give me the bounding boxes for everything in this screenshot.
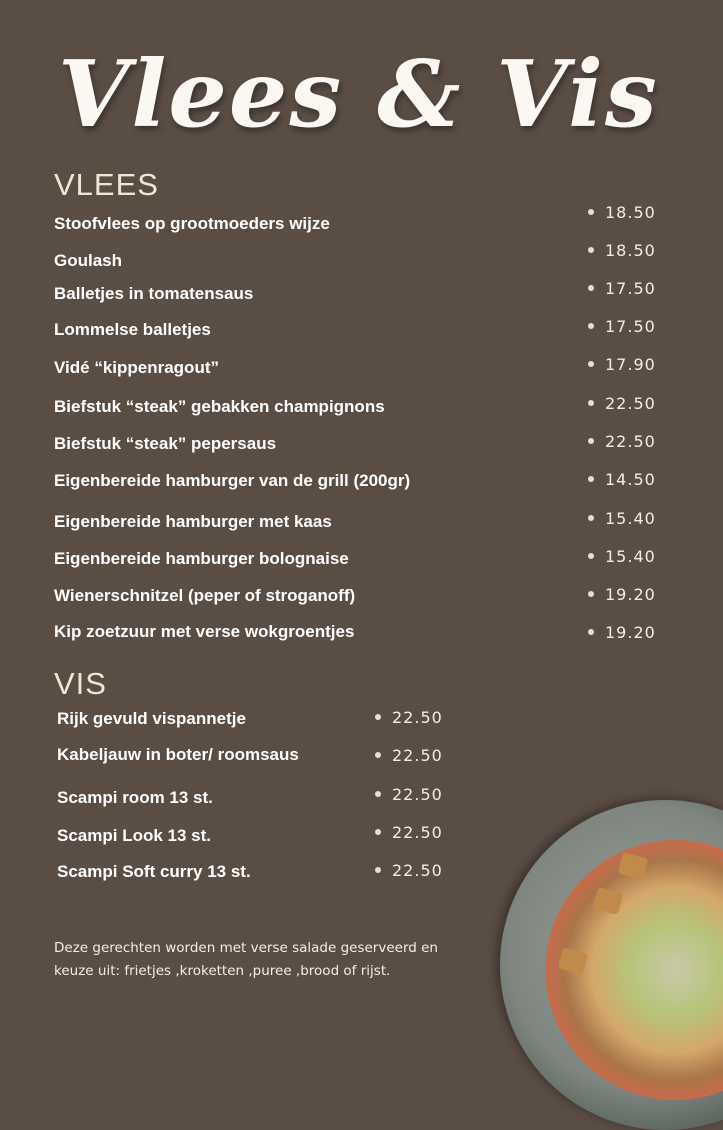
bullet-icon: [588, 247, 594, 253]
menu-item-name: Scampi Soft curry 13 st.: [57, 862, 251, 881]
bullet-icon: [375, 791, 381, 797]
menu-item-name: Stoofvlees op grootmoeders wijze: [54, 214, 330, 233]
menu-item-price: 22.50: [375, 785, 443, 804]
bullet-icon: [588, 209, 594, 215]
bullet-icon: [588, 553, 594, 559]
footnote: Deze gerechten worden met verse salade geserveerd en keuze uit: frietjes ,kroketten ,puree ,brood of rijst.: [54, 940, 438, 979]
menu-item-price: 19.20: [588, 623, 656, 642]
bullet-icon: [375, 829, 381, 835]
bullet-icon: [588, 476, 594, 482]
menu-item-price: 15.40: [588, 547, 656, 566]
menu-item-price: 19.20: [588, 585, 656, 604]
bullet-icon: [375, 752, 381, 758]
bullet-icon: [588, 515, 594, 521]
menu-item-name: Eigenbereide hamburger bolognaise: [54, 549, 349, 568]
menu-item-price: 22.50: [375, 708, 443, 727]
bullet-icon: [588, 285, 594, 291]
salad-plate-image: [500, 800, 723, 1130]
menu-item-price: 17.50: [588, 279, 656, 298]
bullet-icon: [588, 438, 594, 444]
bullet-icon: [588, 323, 594, 329]
menu-item-price: 22.50: [588, 432, 656, 451]
menu-item-price: 22.50: [375, 823, 443, 842]
bullet-icon: [588, 400, 594, 406]
menu-item-name: Scampi room 13 st.: [57, 788, 213, 807]
bullet-icon: [375, 714, 381, 720]
section-heading-vis: VIS: [54, 666, 107, 701]
menu-item-name: Eigenbereide hamburger met kaas: [54, 512, 332, 531]
menu-item-name: Vidé “kippenragout”: [54, 358, 219, 377]
menu-item-name: Scampi Look 13 st.: [57, 826, 211, 845]
menu-item-price: 22.50: [375, 746, 443, 765]
bullet-icon: [588, 361, 594, 367]
section-heading-vlees: VLEES: [54, 167, 159, 202]
menu-item-name: Rijk gevuld vispannetje: [57, 709, 246, 728]
menu-item-price: 17.90: [588, 355, 656, 374]
menu-item-price: 18.50: [588, 241, 656, 260]
menu-item-name: Biefstuk “steak” gebakken champignons: [54, 397, 385, 416]
menu-item-name: Wienerschnitzel (peper of stroganoff): [54, 586, 356, 605]
bullet-icon: [588, 629, 594, 635]
menu-item-price: 17.50: [588, 317, 656, 336]
menu-item-price: 18.50: [588, 203, 656, 222]
bullet-icon: [588, 591, 594, 597]
menu-item-name: Eigenbereide hamburger van de grill (200gr): [54, 471, 411, 490]
menu-item-name: Goulash: [54, 251, 123, 270]
menu-item-price: 22.50: [375, 861, 443, 880]
menu-item-price: 14.50: [588, 470, 656, 489]
menu-item-name: Biefstuk “steak” pepersaus: [54, 434, 277, 453]
menu-item-name: Kabeljauw in boter/ roomsaus: [57, 745, 299, 764]
menu-item-name: Lommelse balletjes: [54, 320, 211, 339]
menu-item-price: 15.40: [588, 509, 656, 528]
bullet-icon: [375, 867, 381, 873]
menu-item-price: 22.50: [588, 394, 656, 413]
menu-title: Vlees & Vis: [58, 40, 659, 148]
menu-item-name: Kip zoetzuur met verse wokgroentjes: [54, 622, 355, 641]
menu-item-name: Balletjes in tomatensaus: [54, 284, 254, 303]
